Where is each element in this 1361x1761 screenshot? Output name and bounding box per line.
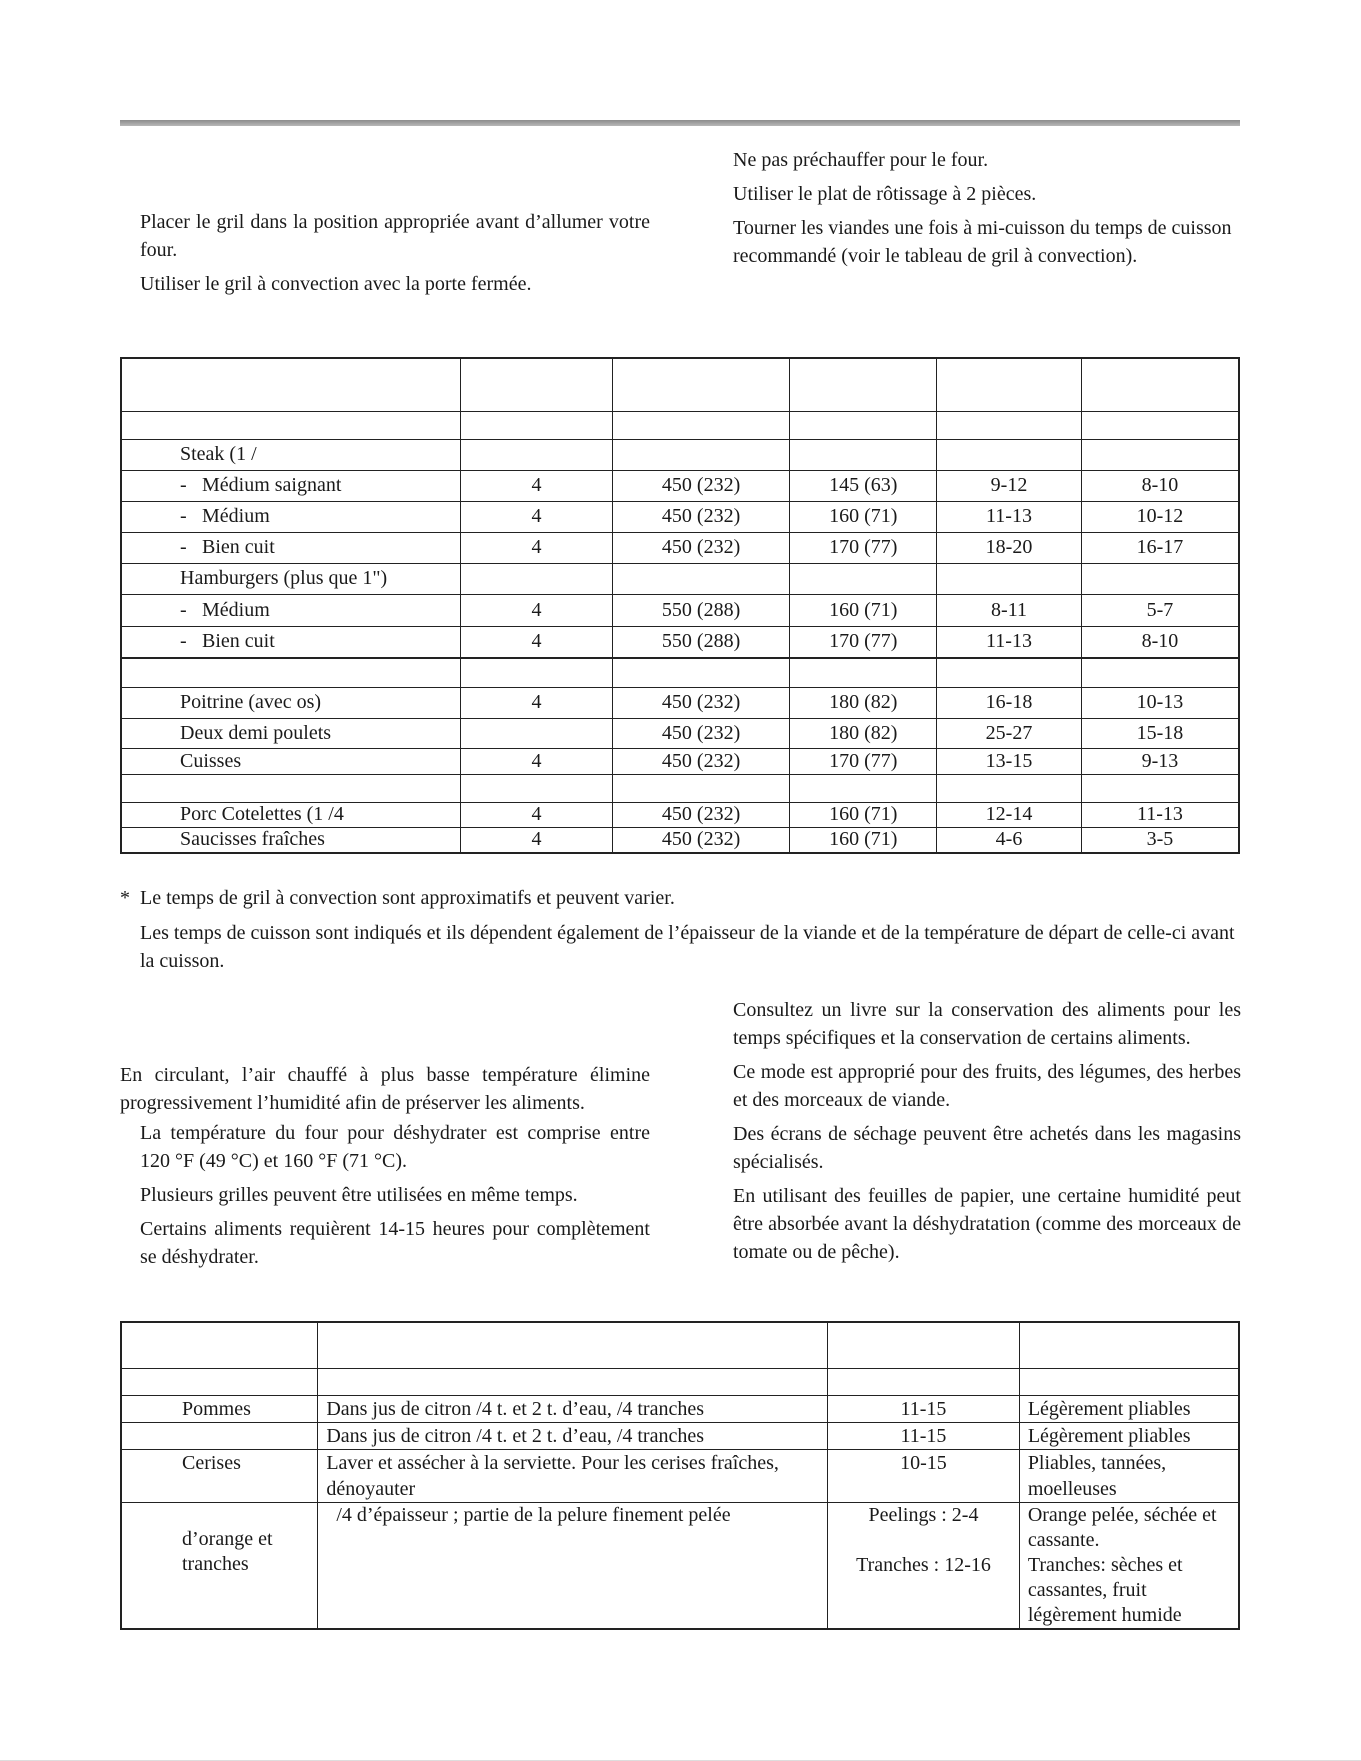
internal-temp: 160 (71) — [790, 594, 937, 626]
time-2nd-side: 5-7 — [1081, 594, 1239, 626]
time-2nd-side: 10-13 — [1081, 687, 1239, 718]
food-name: d’orange et tranches — [121, 1502, 318, 1629]
food-name: Médium saignant — [202, 474, 342, 496]
table-row — [121, 501, 1239, 532]
table-header-row — [121, 1322, 1239, 1368]
internal-temp: 160 (71) — [790, 802, 937, 827]
table-row — [121, 1449, 1239, 1502]
dehydrate-instructions-right — [733, 996, 1241, 1272]
internal-temp: 170 (77) — [790, 748, 937, 774]
table-row — [121, 626, 1239, 658]
table-row — [121, 1502, 1239, 1629]
internal-temp: 180 (82) — [790, 687, 937, 718]
dehydrate-instructions-left — [140, 1119, 650, 1277]
time-2nd-side: 15-18 — [1081, 718, 1239, 748]
table-row — [121, 563, 1239, 594]
time-slices: Tranches : 12-16 — [856, 1553, 991, 1576]
time-1st-side: 8-11 — [937, 594, 1082, 626]
time-2nd-side: 8-10 — [1081, 470, 1239, 501]
time-1st-side: 16-18 — [937, 687, 1082, 718]
preparation: Dans jus de citron /4 t. et 2 t. d’eau, /4 tranches — [318, 1395, 828, 1422]
preparation: Laver et assécher à la serviette. Pour les cerises fraîches, dénoyauter — [318, 1449, 828, 1502]
category-row — [121, 1368, 1239, 1395]
table-row — [121, 594, 1239, 626]
rack-position: 4 — [461, 470, 613, 501]
oven-temp: 450 (232) — [612, 802, 790, 827]
rack-position: 4 — [461, 501, 613, 532]
rack-position — [461, 718, 613, 748]
instruction-text: En utilisant des feuilles de papier, une certaine humidité peut être absorbée avant la déshydratation (comme des morceaux de tomate ou de pêche). — [733, 1185, 1241, 1263]
table-row — [121, 687, 1239, 718]
time-1st-side: 13-15 — [937, 748, 1082, 774]
time-2nd-side: 11-13 — [1081, 802, 1239, 827]
dehydrate-intro: En circulant, l’air chauffé à plus basse température élimine progressivement l’humidité afin de préserver les aliments. — [120, 1064, 650, 1114]
food-name: Bien cuit — [202, 630, 275, 653]
oven-temp: 450 (232) — [612, 718, 790, 748]
internal-temp: 180 (82) — [790, 718, 937, 748]
oven-temp: 550 (288) — [612, 594, 790, 626]
dehydration-table — [120, 1321, 1240, 1630]
table-row — [121, 827, 1239, 853]
test-result — [1019, 1502, 1239, 1629]
convection-grill-table — [120, 357, 1240, 854]
instruction-text: Tourner les viandes une fois à mi-cuisson du temps de cuisson recommandé (voir le tableau de gril à convection). — [733, 217, 1232, 267]
food-name: Cerises — [121, 1449, 318, 1502]
oven-temp: 550 (288) — [612, 626, 790, 658]
category-row — [121, 658, 1239, 687]
time-2nd-side: 16-17 — [1081, 532, 1239, 563]
preparation: /4 d’épaisseur ; partie de la pelure finement pelée — [318, 1502, 828, 1629]
internal-temp: 170 (77) — [790, 532, 937, 563]
dash-marker: - — [180, 536, 187, 558]
time-2nd-side: 10-12 — [1081, 501, 1239, 532]
time-1st-side: 11-13 — [937, 626, 1082, 658]
food-name: Saucisses fraîches — [121, 827, 461, 853]
time-1st-side: 18-20 — [937, 532, 1082, 563]
food-name: Médium — [202, 505, 270, 527]
food-name: Bien cuit — [202, 536, 275, 558]
time-2nd-side: 3-5 — [1081, 827, 1239, 853]
table-header-row — [121, 358, 1239, 411]
test-result: Pliables, tannées, moelleuses — [1019, 1449, 1239, 1502]
category-row — [121, 774, 1239, 802]
oven-temp: 450 (232) — [612, 748, 790, 774]
time-2nd-side: 9-13 — [1081, 748, 1239, 774]
instruction-text: Utiliser le plat de rôtissage à 2 pièces. — [733, 183, 1037, 205]
food-name: Médium — [202, 598, 270, 621]
note-text: Les temps de cuisson sont indiqués et ils dépendent également de l’épaisseur de la viande et de la température de départ de celle-ci avant la cuisson. — [140, 922, 1235, 972]
time-1st-side: 4-6 — [937, 827, 1082, 853]
oven-temp: 450 (232) — [612, 501, 790, 532]
table-row — [121, 1395, 1239, 1422]
rack-position: 4 — [461, 532, 613, 563]
grill-instructions-right — [733, 146, 1241, 276]
rack-position: 4 — [461, 802, 613, 827]
grill-instructions-left — [140, 208, 650, 304]
food-name: Cuisses — [121, 748, 461, 774]
instruction-text: Utiliser le gril à convection avec la porte fermée. — [140, 273, 532, 295]
oven-temp: 450 (232) — [612, 470, 790, 501]
asterisk: * — [120, 887, 130, 909]
table-row — [121, 1422, 1239, 1449]
drying-time: 11-15 — [828, 1395, 1020, 1422]
time-2nd-side: 8-10 — [1081, 626, 1239, 658]
oven-temp: 450 (232) — [612, 687, 790, 718]
time-1st-side: 12-14 — [937, 802, 1082, 827]
drying-time: 10-15 — [828, 1449, 1020, 1502]
time-1st-side: 11-13 — [937, 501, 1082, 532]
instruction-text: Consultez un livre sur la conservation des aliments pour les temps spécifiques et la conservation de certains aliments. — [733, 999, 1241, 1049]
instruction-text: Ne pas préchauffer pour le four. — [733, 149, 989, 171]
instruction-text: Plusieurs grilles peuvent être utilisées en même temps. — [140, 1184, 578, 1206]
grill-notes — [120, 884, 1240, 975]
test-result: Légèrement pliables — [1019, 1422, 1239, 1449]
time-1st-side: 25-27 — [937, 718, 1082, 748]
note-line — [120, 884, 1240, 912]
instruction-text: Ce mode est approprié pour des fruits, des légumes, des herbes et des morceaux de viande. — [733, 1061, 1241, 1111]
internal-temp: 160 (71) — [790, 827, 937, 853]
table-row — [121, 439, 1239, 470]
rack-position: 4 — [461, 748, 613, 774]
header-rule — [120, 120, 1240, 126]
instruction-text: Certains aliments requièrent 14-15 heures pour complètement se déshydrater. — [140, 1218, 650, 1268]
time-peelings: Peelings : 2-4 — [868, 1503, 979, 1526]
drying-time — [828, 1502, 1020, 1629]
preparation: Dans jus de citron /4 t. et 2 t. d’eau, /4 tranches — [318, 1422, 828, 1449]
time-1st-side: 9-12 — [937, 470, 1082, 501]
instruction-text: Des écrans de séchage peuvent être achetés dans les magasins spécialisés. — [733, 1123, 1241, 1173]
rack-position: 4 — [461, 827, 613, 853]
dash-marker: - — [180, 505, 187, 527]
internal-temp: 145 (63) — [790, 470, 937, 501]
food-name: Deux demi poulets — [121, 718, 461, 748]
drying-time: 11-15 — [828, 1422, 1020, 1449]
rack-position: 4 — [461, 687, 613, 718]
internal-temp: 170 (77) — [790, 626, 937, 658]
rack-position: 4 — [461, 626, 613, 658]
dash-marker: - — [180, 630, 187, 653]
food-name — [121, 1422, 318, 1449]
food-name: Poitrine (avec os) — [121, 687, 461, 718]
dash-marker: - — [180, 474, 187, 496]
food-name: Hamburgers (plus que 1") — [121, 563, 461, 594]
table-row — [121, 718, 1239, 748]
rack-position: 4 — [461, 594, 613, 626]
category-row — [121, 411, 1239, 439]
oven-temp: 450 (232) — [612, 827, 790, 853]
instruction-text: Placer le gril dans la position appropriée avant d’allumer votre four. — [140, 211, 650, 261]
table-row — [121, 748, 1239, 774]
note-text: Le temps de gril à convection sont approximatifs et peuvent varier. — [140, 887, 675, 909]
dash-marker: - — [180, 598, 187, 621]
internal-temp: 160 (71) — [790, 501, 937, 532]
table-row — [121, 470, 1239, 501]
table-row — [121, 802, 1239, 827]
result-peelings: Orange pelée, séchée et cassante. — [1027, 1503, 1217, 1551]
food-name: Steak (1 / — [121, 439, 461, 470]
instruction-text: La température du four pour déshydrater est comprise entre 120 °F (49 °C) et 160 °F (71 °C). — [140, 1122, 650, 1172]
test-result: Légèrement pliables — [1019, 1395, 1239, 1422]
table-row — [121, 532, 1239, 563]
food-name: Pommes — [121, 1395, 318, 1422]
food-name: Porc Cotelettes (1 /4 — [121, 802, 461, 827]
oven-temp: 450 (232) — [612, 532, 790, 563]
result-slices: Tranches: sèches et cassantes, fruit légèrement humide — [1027, 1553, 1183, 1626]
